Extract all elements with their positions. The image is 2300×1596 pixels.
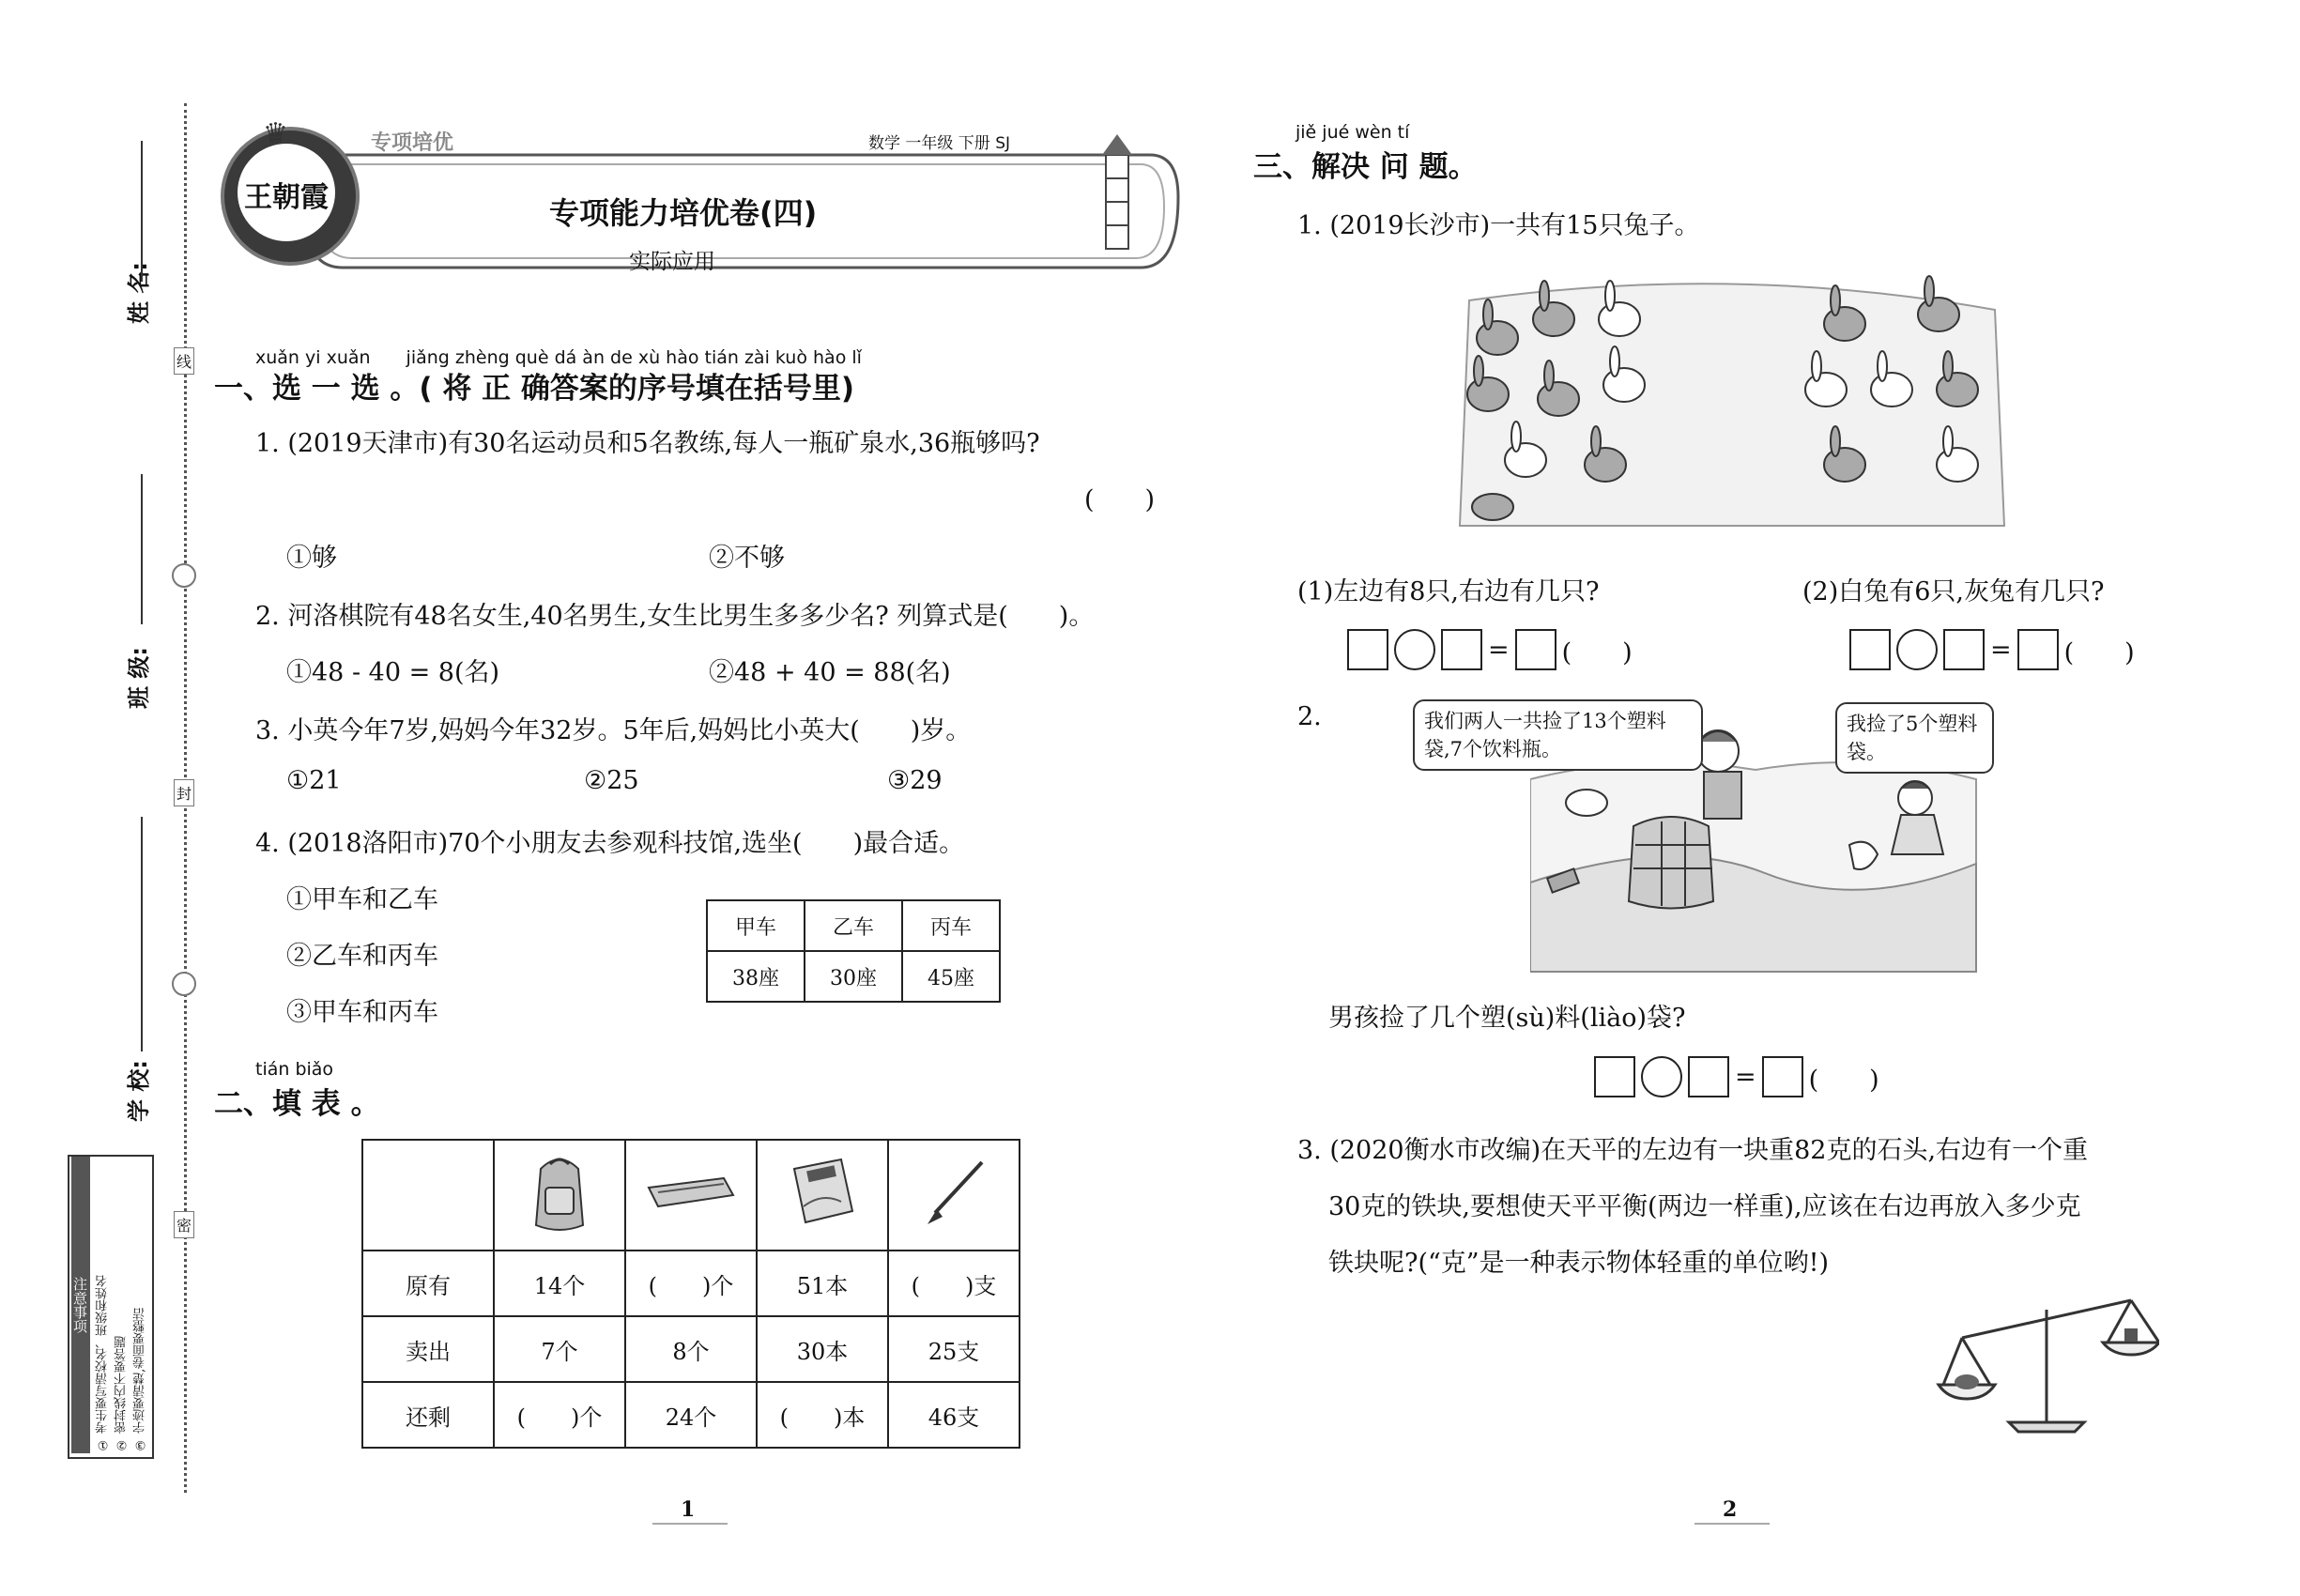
notice-box bbox=[68, 1155, 154, 1459]
notice-item-2: ② 密封线内不要答题 bbox=[115, 1335, 129, 1451]
page-title: 专项能力培优卷(四) bbox=[549, 195, 818, 231]
table-cell-blank[interactable]: ( )个 bbox=[494, 1382, 625, 1448]
pencil-case-cell bbox=[625, 1140, 757, 1251]
car-seats: 38座 bbox=[707, 951, 805, 1002]
section1-title: 一、选 一 选 。( 将 正 确答案的序号填在括号里) bbox=[214, 372, 855, 406]
table-cell-blank[interactable]: ( )个 bbox=[625, 1251, 757, 1316]
s3-q1: 1. (2019长沙市)一共有15只兔子。 bbox=[1297, 211, 1700, 240]
equation-row-3 bbox=[1594, 1056, 1879, 1097]
row-label: 还剩 bbox=[362, 1382, 494, 1448]
school-label: 学 校: bbox=[126, 1060, 152, 1122]
table-cell: 14个 bbox=[494, 1251, 625, 1316]
cut-mark-1: 线 bbox=[174, 347, 194, 375]
s1-q4: 4. (2018洛阳市)70个小朋友去参观科技馆,选坐( )最合适。 bbox=[255, 829, 965, 858]
page-number-left: 1 bbox=[681, 1497, 696, 1522]
name-field[interactable] bbox=[141, 141, 143, 282]
brush-icon bbox=[916, 1155, 991, 1230]
section1-pinyin: xuǎn yi xuǎn jiǎng zhèng què dá àn de xù hào tián zài kuò hào lǐ bbox=[255, 347, 862, 368]
page-number-ornament bbox=[1694, 1523, 1770, 1525]
row-label: 卖出 bbox=[362, 1316, 494, 1382]
section3-title: 三、解决 问 题。 bbox=[1253, 150, 1478, 184]
s1-q1-opt1[interactable]: ①够 bbox=[286, 544, 337, 573]
unit-paren[interactable]: ( ) bbox=[1561, 637, 1633, 668]
lighthouse-icon bbox=[1089, 127, 1145, 258]
pencil-case-icon bbox=[644, 1169, 738, 1216]
answer-box[interactable] bbox=[2017, 629, 2059, 670]
answer-box[interactable] bbox=[1347, 629, 1388, 670]
s3-q2-number: 2. bbox=[1297, 702, 1322, 731]
answer-box[interactable] bbox=[1943, 629, 1985, 670]
rabbits-illustration bbox=[1450, 272, 2014, 535]
page-number-ornament bbox=[652, 1523, 728, 1525]
s1-q4-opt2[interactable]: ②乙车和丙车 bbox=[286, 942, 438, 971]
equation-row-1 bbox=[1347, 629, 1633, 670]
backpack-cell bbox=[494, 1140, 625, 1251]
balance-scale-icon bbox=[1934, 1281, 2159, 1441]
table-cell: 25支 bbox=[888, 1316, 1020, 1382]
s1-q3-opt3[interactable]: ③29 bbox=[887, 766, 943, 795]
table-cell: 46支 bbox=[888, 1382, 1020, 1448]
s1-q3-opt1[interactable]: ①21 bbox=[286, 766, 342, 795]
table-cell-blank[interactable]: ( )本 bbox=[757, 1382, 888, 1448]
answer-box[interactable] bbox=[1515, 629, 1556, 670]
s1-q1: 1. (2019天津市)有30名运动员和5名教练,每人一瓶矿泉水,36瓶够吗? bbox=[255, 429, 1040, 458]
car-seats: 45座 bbox=[902, 951, 1000, 1002]
blank-corner bbox=[362, 1140, 494, 1251]
header-banner bbox=[211, 113, 1188, 272]
equals-sign: = bbox=[1990, 635, 2012, 665]
header-series: 数学 一年级 下册 SJ bbox=[868, 134, 1011, 153]
unit-paren[interactable]: ( ) bbox=[1808, 1065, 1879, 1095]
operator-circle[interactable] bbox=[1896, 629, 1938, 670]
seal-icon bbox=[172, 972, 196, 996]
s1-q4-opt1[interactable]: ①甲车和乙车 bbox=[286, 885, 438, 914]
s3-q3-line3: 铁块呢?(“克”是一种表示物体轻重的单位哟!) bbox=[1328, 1249, 1829, 1278]
stone-icon bbox=[1955, 1374, 1979, 1389]
cut-mark-3: 密 bbox=[174, 1211, 194, 1238]
operator-circle[interactable] bbox=[1641, 1056, 1682, 1097]
car-seat-table bbox=[706, 899, 1001, 1003]
equals-sign: = bbox=[1488, 635, 1510, 665]
name-label: 姓 名: bbox=[126, 262, 152, 324]
section2-title: 二、填 表 。 bbox=[214, 1087, 380, 1121]
page-number-right: 2 bbox=[1723, 1497, 1738, 1522]
table-cell: 7个 bbox=[494, 1316, 625, 1382]
class-label: 班 级: bbox=[126, 647, 152, 709]
page-subtitle: 实际应用 bbox=[629, 250, 715, 274]
class-field[interactable] bbox=[141, 474, 143, 624]
book-cell bbox=[757, 1140, 888, 1251]
s3-q3-line1: 3. (2020衡水市改编)在天平的左边有一块重82克的石头,右边有一个重 bbox=[1297, 1136, 2089, 1165]
boy-speech-bubble: 我们两人一共捡了13个塑料袋,7个饮料瓶。 bbox=[1413, 699, 1703, 771]
notice-item-3: ③ 字迹要清楚,卷面要整洁 bbox=[133, 1307, 147, 1451]
notice-item-1: ① 考生要写清校名、班级和姓名 bbox=[96, 1274, 110, 1451]
book-icon bbox=[785, 1155, 860, 1230]
row-label: 原有 bbox=[362, 1251, 494, 1316]
s1-q3-opt2[interactable]: ②25 bbox=[584, 766, 639, 795]
backpack-icon bbox=[527, 1150, 592, 1235]
s3-q1-sub1: (1)左边有8只,右边有几只? bbox=[1297, 577, 1600, 606]
seal-icon bbox=[172, 563, 196, 588]
table-cell: 30本 bbox=[757, 1316, 888, 1382]
car-header: 乙车 bbox=[805, 900, 902, 951]
table-cell-blank[interactable]: ( )支 bbox=[888, 1251, 1020, 1316]
section2-pinyin: tián biǎo bbox=[255, 1059, 334, 1080]
answer-box[interactable] bbox=[1688, 1056, 1729, 1097]
table-cell: 8个 bbox=[625, 1316, 757, 1382]
s1-q2-opt1[interactable]: ①48 - 40 = 8(名) bbox=[286, 658, 500, 687]
s1-q1-opt2[interactable]: ②不够 bbox=[709, 544, 785, 573]
notice-title: 注意事项 bbox=[71, 1157, 90, 1453]
brush-cell bbox=[888, 1140, 1020, 1251]
binding-margin bbox=[0, 0, 192, 1596]
s1-q4-opt3[interactable]: ③甲车和丙车 bbox=[286, 998, 438, 1027]
fill-table bbox=[361, 1139, 1020, 1449]
table-cell: 24个 bbox=[625, 1382, 757, 1448]
s3-q1-sub2: (2)白兔有6只,灰兔有几只? bbox=[1802, 577, 2105, 606]
s1-q1-answer[interactable]: ( ) bbox=[1084, 485, 1156, 514]
cut-mark-2: 封 bbox=[174, 779, 194, 806]
answer-box[interactable] bbox=[1441, 629, 1482, 670]
car-header: 甲车 bbox=[707, 900, 805, 951]
answer-box[interactable] bbox=[1849, 629, 1891, 670]
unit-paren[interactable]: ( ) bbox=[2063, 637, 2135, 668]
header-tag: 专项培优 bbox=[371, 131, 454, 155]
iron-block-icon bbox=[2124, 1328, 2138, 1342]
answer-box[interactable] bbox=[1762, 1056, 1803, 1097]
equals-sign: = bbox=[1735, 1062, 1756, 1092]
s3-q3-line2: 30克的铁块,要想使天平平衡(两边一样重),应该在右边再放入多少克 bbox=[1328, 1192, 2081, 1221]
s1-q2: 2. 河洛棋院有48名女生,40名男生,女生比男生多多少名? 列算式是( )。 bbox=[255, 602, 1095, 631]
logo-name: 王朝霞 bbox=[244, 181, 329, 214]
car-seats: 30座 bbox=[805, 951, 902, 1002]
car-header: 丙车 bbox=[902, 900, 1000, 951]
answer-box[interactable] bbox=[1594, 1056, 1635, 1097]
s1-q3: 3. 小英今年7岁,妈妈今年32岁。5年后,妈妈比小英大( )岁。 bbox=[255, 716, 972, 745]
s1-q2-opt2[interactable]: ②48 + 40 = 88(名) bbox=[709, 658, 951, 687]
operator-circle[interactable] bbox=[1394, 629, 1435, 670]
equation-row-2 bbox=[1849, 629, 2135, 670]
section3-pinyin: jiě jué wèn tí bbox=[1296, 122, 1410, 143]
table-cell: 51本 bbox=[757, 1251, 888, 1316]
logo-crown-icon: ♛ bbox=[263, 117, 288, 150]
girl-speech-bubble: 我捡了5个塑料袋。 bbox=[1835, 702, 1994, 774]
school-field[interactable] bbox=[141, 817, 143, 1051]
s3-q2-question: 男孩捡了几个塑(sù)料(liào)袋? bbox=[1328, 1004, 1686, 1033]
